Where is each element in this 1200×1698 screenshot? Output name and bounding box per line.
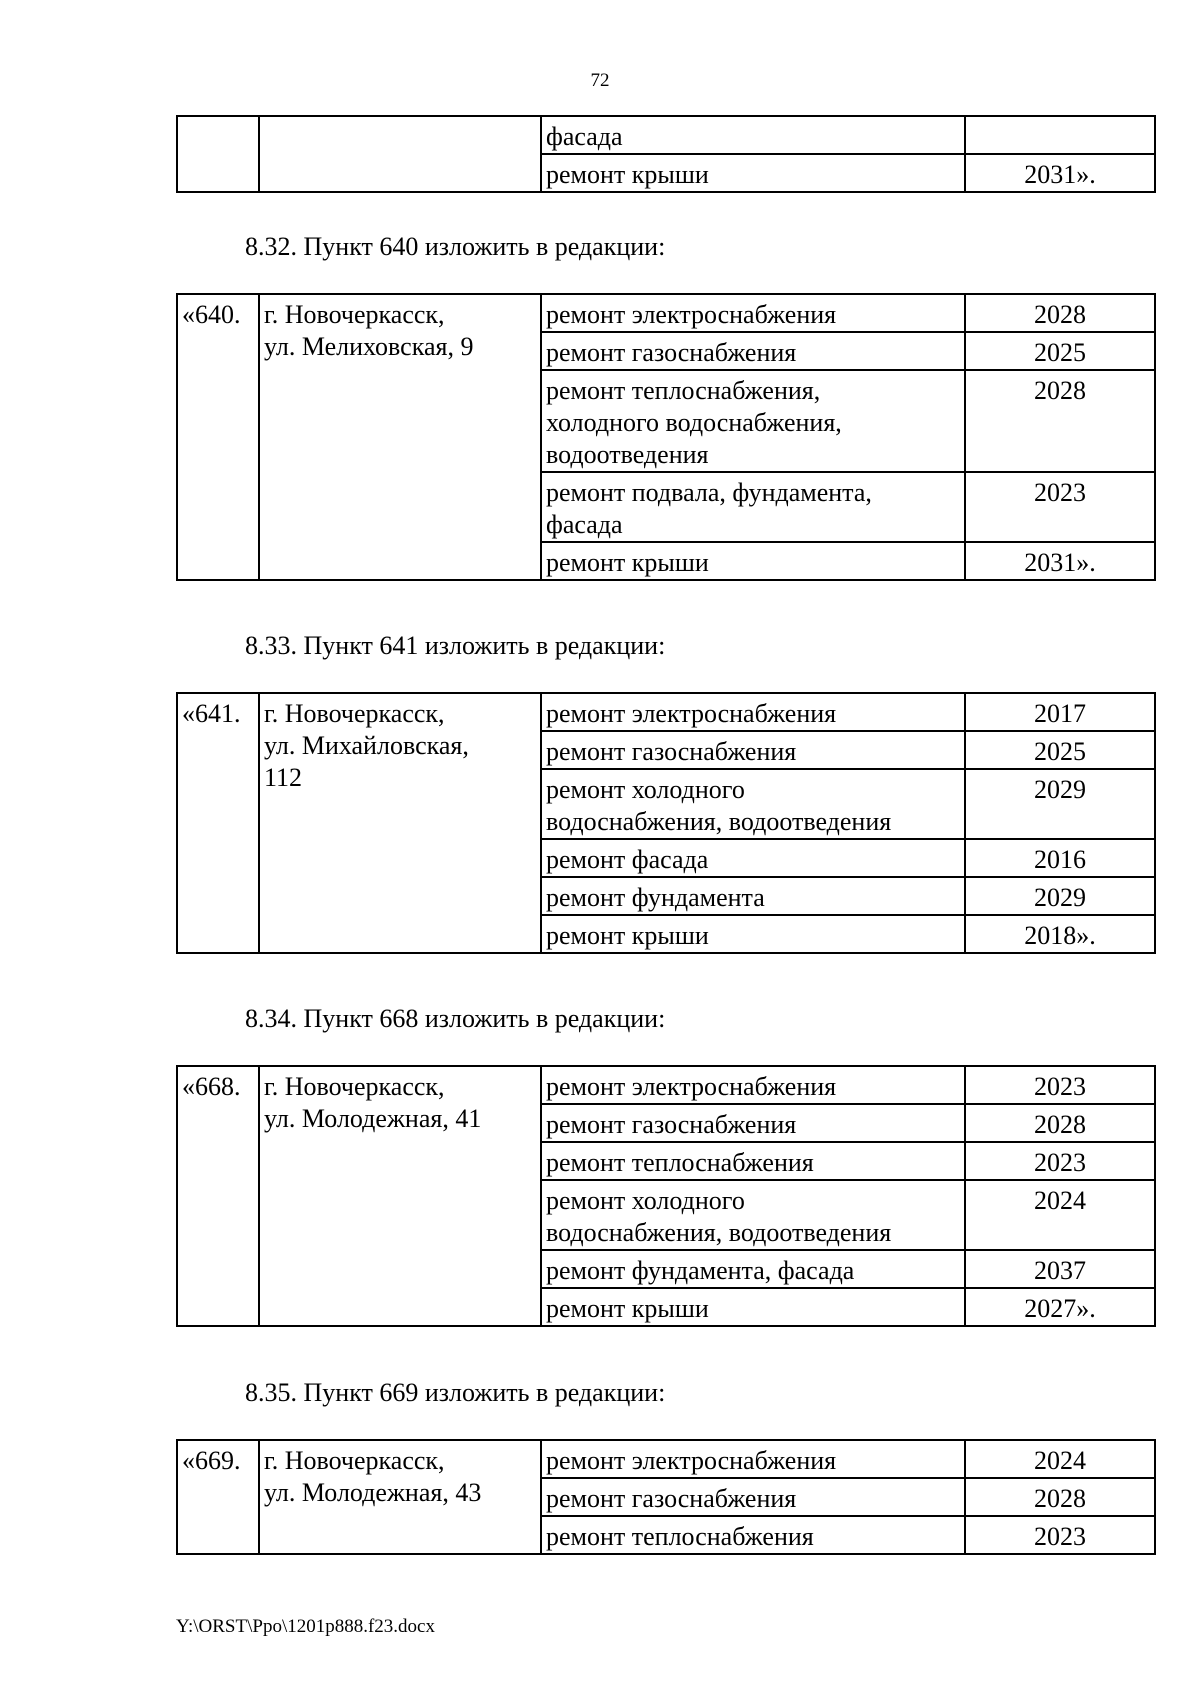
year-cell: 2023 <box>965 472 1155 542</box>
address-cell: г. Новочеркасск, ул. Молодежная, 43 <box>259 1440 541 1554</box>
year-cell: 2023 <box>965 1516 1155 1554</box>
work-type-cell: ремонт электроснабжения <box>541 294 965 332</box>
work-type-cell: ремонт теплоснабжения <box>541 1516 965 1554</box>
year-cell: 2037 <box>965 1250 1155 1288</box>
year-cell: 2028 <box>965 1478 1155 1516</box>
table-row <box>177 693 1155 731</box>
year-cell: 2017 <box>965 693 1155 731</box>
work-type-cell: ремонт теплоснабжения, холодного водоснабжения, водоотведения <box>541 370 965 472</box>
work-type-cell: ремонт крыши <box>541 1288 965 1326</box>
year-cell: 2028 <box>965 1104 1155 1142</box>
work-type-cell: фасада <box>541 116 965 154</box>
continuation-table <box>176 115 1156 193</box>
address-cell <box>259 116 541 192</box>
item-number: «668. <box>177 1066 259 1326</box>
address-cell: г. Новочеркасск, ул. Михайловская, 112 <box>259 693 541 953</box>
year-cell: 2028 <box>965 370 1155 472</box>
table-row <box>177 294 1155 332</box>
work-type-cell: ремонт теплоснабжения <box>541 1142 965 1180</box>
year-cell: 2023 <box>965 1066 1155 1104</box>
work-type-cell: ремонт электроснабжения <box>541 1440 965 1478</box>
year-cell: 2031». <box>965 154 1155 192</box>
work-type-cell: ремонт газоснабжения <box>541 1104 965 1142</box>
section-table-669 <box>176 1439 1156 1555</box>
section-heading-640: 8.32. Пункт 640 изложить в редакции: <box>245 232 666 261</box>
year-cell: 2027». <box>965 1288 1155 1326</box>
item-number: «640. <box>177 294 259 580</box>
year-cell: 2018». <box>965 915 1155 953</box>
work-type-cell: ремонт газоснабжения <box>541 1478 965 1516</box>
item-number <box>177 116 259 192</box>
year-cell: 2016 <box>965 839 1155 877</box>
table-row <box>177 1066 1155 1104</box>
year-cell: 2031». <box>965 542 1155 580</box>
work-type-cell: ремонт крыши <box>541 915 965 953</box>
year-cell: 2024 <box>965 1440 1155 1478</box>
year-cell <box>965 116 1155 154</box>
section-table-640 <box>176 293 1156 581</box>
table-row <box>177 116 1155 154</box>
work-type-cell: ремонт фундамента <box>541 877 965 915</box>
item-number: «641. <box>177 693 259 953</box>
year-cell: 2025 <box>965 332 1155 370</box>
section-heading-669: 8.35. Пункт 669 изложить в редакции: <box>245 1378 666 1407</box>
work-type-cell: ремонт фундамента, фасада <box>541 1250 965 1288</box>
address-cell: г. Новочеркасск, ул. Мелиховская, 9 <box>259 294 541 580</box>
section-table-641 <box>176 692 1156 954</box>
work-type-cell: ремонт фасада <box>541 839 965 877</box>
item-number: «669. <box>177 1440 259 1554</box>
table-row <box>177 1440 1155 1478</box>
address-cell: г. Новочеркасск, ул. Молодежная, 41 <box>259 1066 541 1326</box>
work-type-cell: ремонт газоснабжения <box>541 332 965 370</box>
footer-file-path: Y:\ORST\Ppo\1201p888.f23.docx <box>176 1616 435 1637</box>
year-cell: 2029 <box>965 877 1155 915</box>
section-heading-668: 8.34. Пункт 668 изложить в редакции: <box>245 1004 666 1033</box>
work-type-cell: ремонт электроснабжения <box>541 693 965 731</box>
work-type-cell: ремонт холодного водоснабжения, водоотведения <box>541 769 965 839</box>
work-type-cell: ремонт подвала, фундамента, фасада <box>541 472 965 542</box>
section-heading-641: 8.33. Пункт 641 изложить в редакции: <box>245 631 666 660</box>
work-type-cell: ремонт электроснабжения <box>541 1066 965 1104</box>
year-cell: 2024 <box>965 1180 1155 1250</box>
page-number: 72 <box>590 70 610 91</box>
year-cell: 2028 <box>965 294 1155 332</box>
section-table-668 <box>176 1065 1156 1327</box>
year-cell: 2023 <box>965 1142 1155 1180</box>
work-type-cell: ремонт холодного водоснабжения, водоотведения <box>541 1180 965 1250</box>
year-cell: 2025 <box>965 731 1155 769</box>
work-type-cell: ремонт крыши <box>541 542 965 580</box>
work-type-cell: ремонт газоснабжения <box>541 731 965 769</box>
year-cell: 2029 <box>965 769 1155 839</box>
work-type-cell: ремонт крыши <box>541 154 965 192</box>
